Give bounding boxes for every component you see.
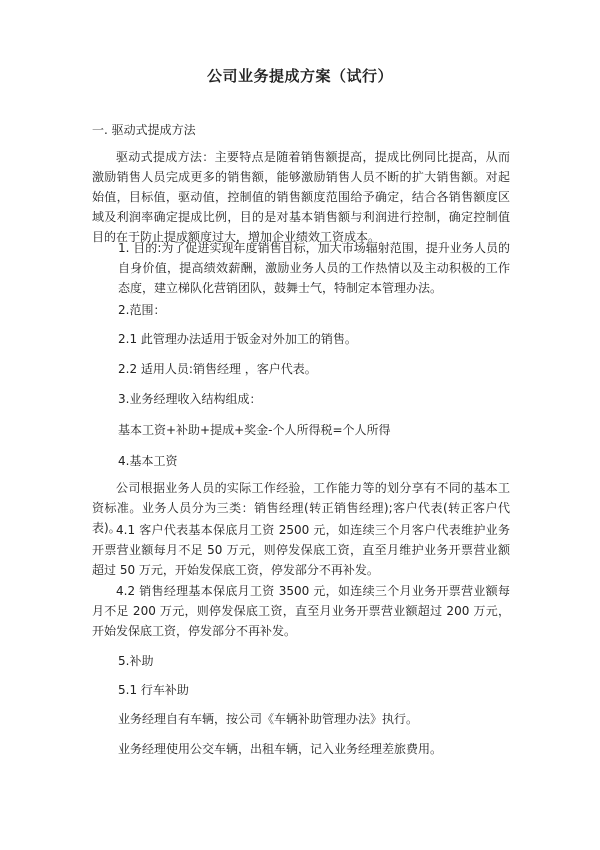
- subsidy-heading: 5.补助: [118, 654, 154, 668]
- income-formula: 基本工资+补助+提成+奖金-个人所得税=个人所得: [118, 423, 391, 437]
- section-1-heading: 一. 驱动式提成方法: [92, 123, 196, 137]
- purpose-item: 1. 目的:为了促进实现年度销售目标，加大市场辐射范围，提升业务人员的自身价值，提高绩效薪酬，激励业务人员的工作热情以及主动积极的工作态度，建立梯队化营销团队，鼓舞士气，特制定本管理办法。: [118, 241, 510, 295]
- scope-item-2-2: 2.2 适用人员:销售经理 ，客户代表。: [118, 362, 317, 376]
- scope-heading: 2.范围：: [118, 303, 166, 317]
- vehicle-subsidy-public-transport: 业务经理使用公交车辆，出租车辆，记入业务经理差旅费用。: [118, 742, 443, 756]
- vehicle-subsidy-heading: 5.1 行车补助: [118, 683, 189, 697]
- section-1-paragraph: 驱动式提成方法：主要特点是随着销售额提高，提成比例同比提高，从而激励销售人员完成更多的销售额，能够激励销售人员不断的扩大销售额。对起始值，目标值，驱动值，控制值的销售额度范围给予确定，结合各销售额度区域及利润率确定提成比例，目的是对基本销售额与利润进行控制，确定控制值目的在于防止提成额度过大，增加企业绩效工资成本。: [92, 150, 510, 244]
- base-salary-item-4-1: 4.1 客户代表基本保底月工资 2500 元，如连续三个月客户代表维护业务开票营业额每月不足 50 万元，则停发保底工资，直至月维护业务开票营业额超过 50 万元，开始发保底工资，停发部分不再补发。: [92, 523, 510, 577]
- base-salary-item-4-2: 4.2 销售经理基本保底月工资 3500 元，如连续三个月业务开票营业额每月不足 200 万元，则停发保底工资，直至月业务开票营业额超过 200 万元，开始发保底工资，停发部分不再补发。: [92, 584, 510, 638]
- income-structure-heading: 3.业务经理收入结构组成：: [118, 392, 262, 406]
- base-salary-heading: 4.基本工资: [118, 454, 178, 468]
- vehicle-subsidy-own-car: 业务经理自有车辆，按公司《车辆补助管理办法》执行。: [118, 712, 419, 726]
- scope-item-2-1: 2.1 此管理办法适用于钣金对外加工的销售。: [118, 332, 357, 346]
- document-title: 公司业务提成方案（试行）: [206, 67, 393, 85]
- base-salary-paragraph: 公司根据业务人员的实际工作经验，工作能力等的划分享有不同的基本工资标准。业务人员分为三类：销售经理(转正销售经理);客户代表(转正客户代表)。: [92, 481, 510, 535]
